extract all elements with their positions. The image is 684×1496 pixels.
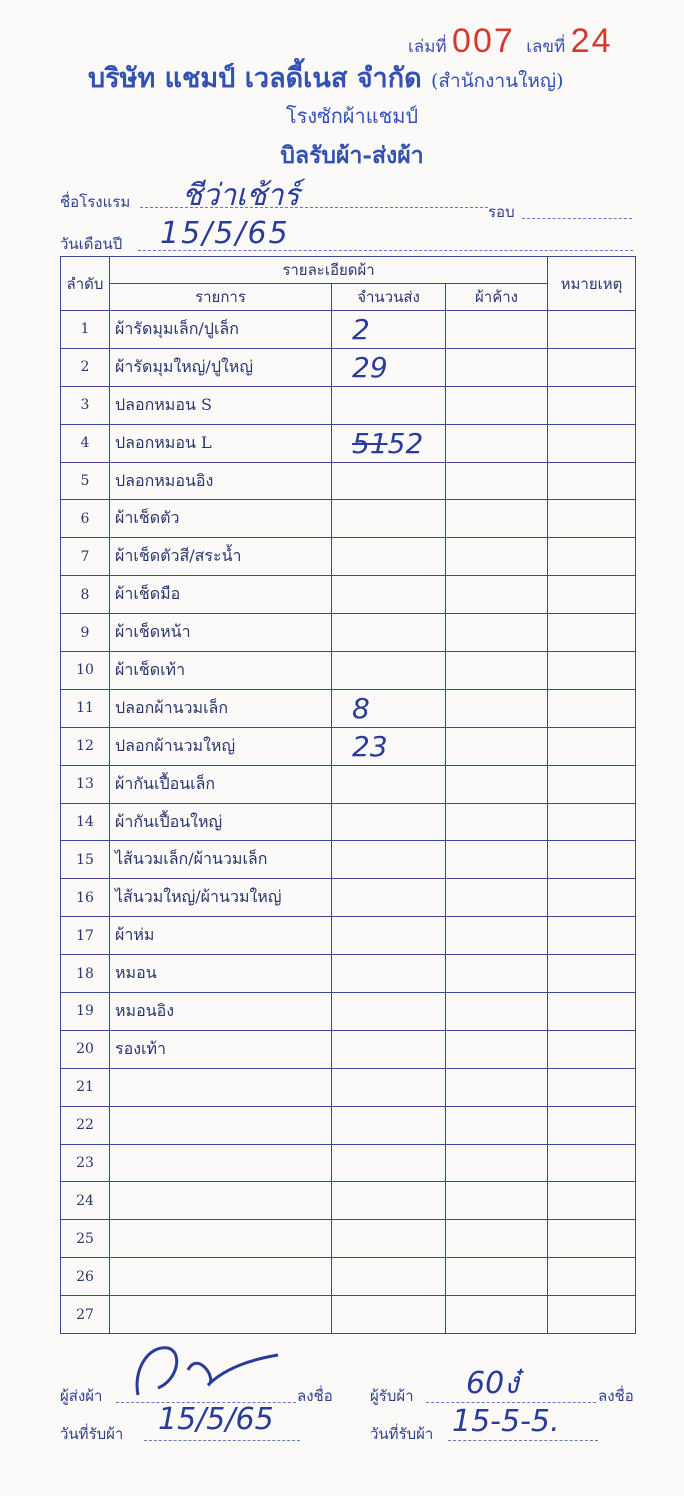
row-remark [548,1220,636,1258]
col-detail-header: รายละเอียดผ้า [110,257,548,284]
table-row [61,955,636,993]
row-pending [446,1182,548,1220]
table-row [61,424,636,462]
table-row [61,614,636,652]
row-sent-qty [332,689,446,727]
row-sent-qty [332,386,446,424]
row-number: 10 [61,652,110,690]
row-sent-qty [332,424,446,462]
row-item: ผ้ากันเปื้อนเล็ก [110,765,332,803]
row-item: ผ้าห่ม [110,917,332,955]
bill-number: 24 [570,22,613,60]
row-pending [446,652,548,690]
row-item: ปลอกผ้านวมใหญ่ [110,727,332,765]
sent-qty-value: 2 [352,312,370,346]
company-title: บริษัท แชมป์ เวลดี้เนส จำกัด [88,63,422,94]
row-pending [446,689,548,727]
row-number: 4 [61,424,110,462]
row-sent-qty [332,538,446,576]
round-label: รอบ [488,203,515,221]
row-item: ไส้นวมใหญ่/ผ้านวมใหญ่ [110,879,332,917]
row-sent-qty [332,311,446,349]
row-number: 22 [61,1106,110,1144]
row-pending [446,424,548,462]
receiver-sign-label: ลงชื่อ [598,1387,634,1405]
row-pending [446,348,548,386]
struck-qty: 51 [352,426,388,460]
table-row [61,348,636,386]
row-sent-qty [332,955,446,993]
received-date-label: วันที่รับผ้า [60,1425,124,1443]
row-remark [548,1258,636,1296]
row-number: 11 [61,689,110,727]
row-remark [548,955,636,993]
row-sent-qty [332,614,446,652]
received-date-value: 15/5/65 [158,1402,274,1437]
row-number: 23 [61,1144,110,1182]
table-row [61,311,636,349]
table-row [61,993,636,1031]
table-row [61,462,636,500]
table-row [61,917,636,955]
row-remark [548,1068,636,1106]
company-branch: (สำนักงานใหญ่) [431,70,564,92]
row-pending [446,538,548,576]
table-row [61,765,636,803]
row-item: ไส้นวมเล็ก/ผ้านวมเล็ก [110,841,332,879]
row-item [110,1068,332,1106]
row-sent-qty [332,462,446,500]
table-row [61,879,636,917]
row-pending [446,917,548,955]
row-sent-qty [332,765,446,803]
row-pending [446,1068,548,1106]
row-number: 20 [61,1030,110,1068]
row-remark [548,841,636,879]
row-item [110,1144,332,1182]
row-number: 3 [61,386,110,424]
row-sent-qty [332,1296,446,1334]
row-remark [548,689,636,727]
hotel-value: ชีว่าเช้าร์ [182,178,300,213]
bill-title: บิลรับผ้า-ส่งผ้า [280,142,424,169]
row-pending [446,841,548,879]
date-label: วันเดือนปี [60,235,123,253]
row-sent-qty [332,993,446,1031]
row-item: ผ้ารัดมุมใหญ่/ปูใหญ่ [110,348,332,386]
table-row [61,1068,636,1106]
row-remark [548,803,636,841]
factory-name: โรงซักผ้าแชมป์ [285,104,419,128]
row-sent-qty [332,917,446,955]
row-item [110,1106,332,1144]
row-number: 7 [61,538,110,576]
row-remark [548,424,636,462]
row-remark [548,1144,636,1182]
row-item: ผ้าเช็ดมือ [110,576,332,614]
table-row [61,652,636,690]
round-line [522,218,632,219]
table-row [61,1182,636,1220]
row-remark [548,1030,636,1068]
row-item [110,1182,332,1220]
table-row [61,500,636,538]
row-pending [446,462,548,500]
row-item: ปลอกผ้านวมเล็ก [110,689,332,727]
row-remark [548,462,636,500]
row-number: 6 [61,500,110,538]
col-sent-header: จำนวนส่ง [332,284,446,311]
row-pending [446,1220,548,1258]
number-label: เลขที่ [526,37,566,57]
sender-signature [128,1340,293,1402]
table-row [61,1258,636,1296]
row-sent-qty [332,1182,446,1220]
table-body [61,311,636,1334]
row-pending [446,1030,548,1068]
row-sent-qty [332,500,446,538]
row-sent-qty [332,1144,446,1182]
receiver-date-label: วันที่รับผ้า [370,1425,434,1443]
row-remark [548,917,636,955]
row-pending [446,1106,548,1144]
row-remark [548,765,636,803]
laundry-table [60,256,636,1334]
row-remark [548,311,636,349]
row-sent-qty [332,841,446,879]
receiver-signature: 60ง๋ [466,1366,519,1401]
table-row [61,576,636,614]
row-sent-qty [332,348,446,386]
row-number: 27 [61,1296,110,1334]
row-pending [446,500,548,538]
row-remark [548,576,636,614]
row-remark [548,1182,636,1220]
row-number: 18 [61,955,110,993]
row-number: 26 [61,1258,110,1296]
row-pending [446,386,548,424]
sender-sign-label: ลงชื่อ [297,1387,333,1405]
row-item: ปลอกหมอน L [110,424,332,462]
row-number: 9 [61,614,110,652]
date-value: 15/5/65 [160,216,290,251]
row-remark [548,538,636,576]
row-item: หมอนอิง [110,993,332,1031]
row-pending [446,311,548,349]
row-sent-qty [332,1068,446,1106]
row-item: ผ้ากันเปื้อนใหญ่ [110,803,332,841]
table-row [61,1030,636,1068]
row-item: ผ้าเช็ดหน้า [110,614,332,652]
sent-qty-value: 23 [352,729,388,763]
book-number: 007 [452,22,515,60]
row-pending [446,1144,548,1182]
row-item: รองเท้า [110,1030,332,1068]
table-row [61,689,636,727]
row-number: 14 [61,803,110,841]
sent-qty-value: 29 [352,350,388,384]
row-remark [548,500,636,538]
col-pending-header: ผ้าค้าง [446,284,548,311]
row-item [110,1220,332,1258]
table-row [61,803,636,841]
table-row [61,386,636,424]
row-item: ผ้าเช็ดตัวสี/สระน้ำ [110,538,332,576]
row-number: 16 [61,879,110,917]
row-number: 15 [61,841,110,879]
row-item [110,1258,332,1296]
row-remark [548,614,636,652]
row-sent-qty [332,1030,446,1068]
table-row [61,1144,636,1182]
row-item [110,1296,332,1334]
table-row [61,1220,636,1258]
row-item: ผ้ารัดมุมเล็ก/ปูเล็ก [110,311,332,349]
row-sent-qty [332,727,446,765]
receiver-label: ผู้รับผ้า [370,1387,414,1405]
row-pending [446,955,548,993]
receiver-date-value: 15-5-5. [452,1404,560,1439]
row-number: 5 [61,462,110,500]
row-remark [548,727,636,765]
row-number: 21 [61,1068,110,1106]
table-row [61,538,636,576]
row-remark [548,1296,636,1334]
row-remark [548,348,636,386]
row-item: ผ้าเช็ดเท้า [110,652,332,690]
row-pending [446,803,548,841]
col-item-header: รายการ [110,284,332,311]
row-remark [548,386,636,424]
book-label: เล่มที่ [408,37,447,57]
row-remark [548,652,636,690]
row-pending [446,765,548,803]
row-item: ปลอกหมอนอิง [110,462,332,500]
row-pending [446,614,548,652]
sent-qty-value: 8 [352,691,370,725]
table-row [61,1296,636,1334]
row-remark [548,993,636,1031]
row-pending [446,727,548,765]
table-row [61,1106,636,1144]
row-pending [446,1296,548,1334]
row-number: 24 [61,1182,110,1220]
row-number: 12 [61,727,110,765]
row-remark [548,879,636,917]
row-pending [446,993,548,1031]
row-item: ปลอกหมอน S [110,386,332,424]
row-sent-qty [332,652,446,690]
row-pending [446,576,548,614]
row-sent-qty [332,879,446,917]
receiver-date-line [448,1440,598,1441]
row-item: ผ้าเช็ดตัว [110,500,332,538]
row-sent-qty [332,1106,446,1144]
row-sent-qty [332,803,446,841]
row-remark [548,1106,636,1144]
sent-qty-value: 52 [387,426,424,460]
hotel-label: ชื่อโรงแรม [60,193,131,211]
row-number: 13 [61,765,110,803]
row-sent-qty [332,576,446,614]
col-remark-header: หมายเหตุ [548,257,636,311]
row-number: 2 [61,348,110,386]
row-number: 25 [61,1220,110,1258]
table-row [61,727,636,765]
row-pending [446,879,548,917]
sender-label: ผู้ส่งผ้า [60,1387,103,1405]
row-number: 19 [61,993,110,1031]
row-number: 8 [61,576,110,614]
row-item: หมอน [110,955,332,993]
row-sent-qty [332,1220,446,1258]
table-row [61,841,636,879]
row-sent-qty [332,1258,446,1296]
row-number: 1 [61,311,110,349]
row-number: 17 [61,917,110,955]
company-name [88,56,564,99]
col-no-header: ลำดับ [61,257,110,311]
row-pending [446,1258,548,1296]
received-date-line [144,1440,300,1441]
